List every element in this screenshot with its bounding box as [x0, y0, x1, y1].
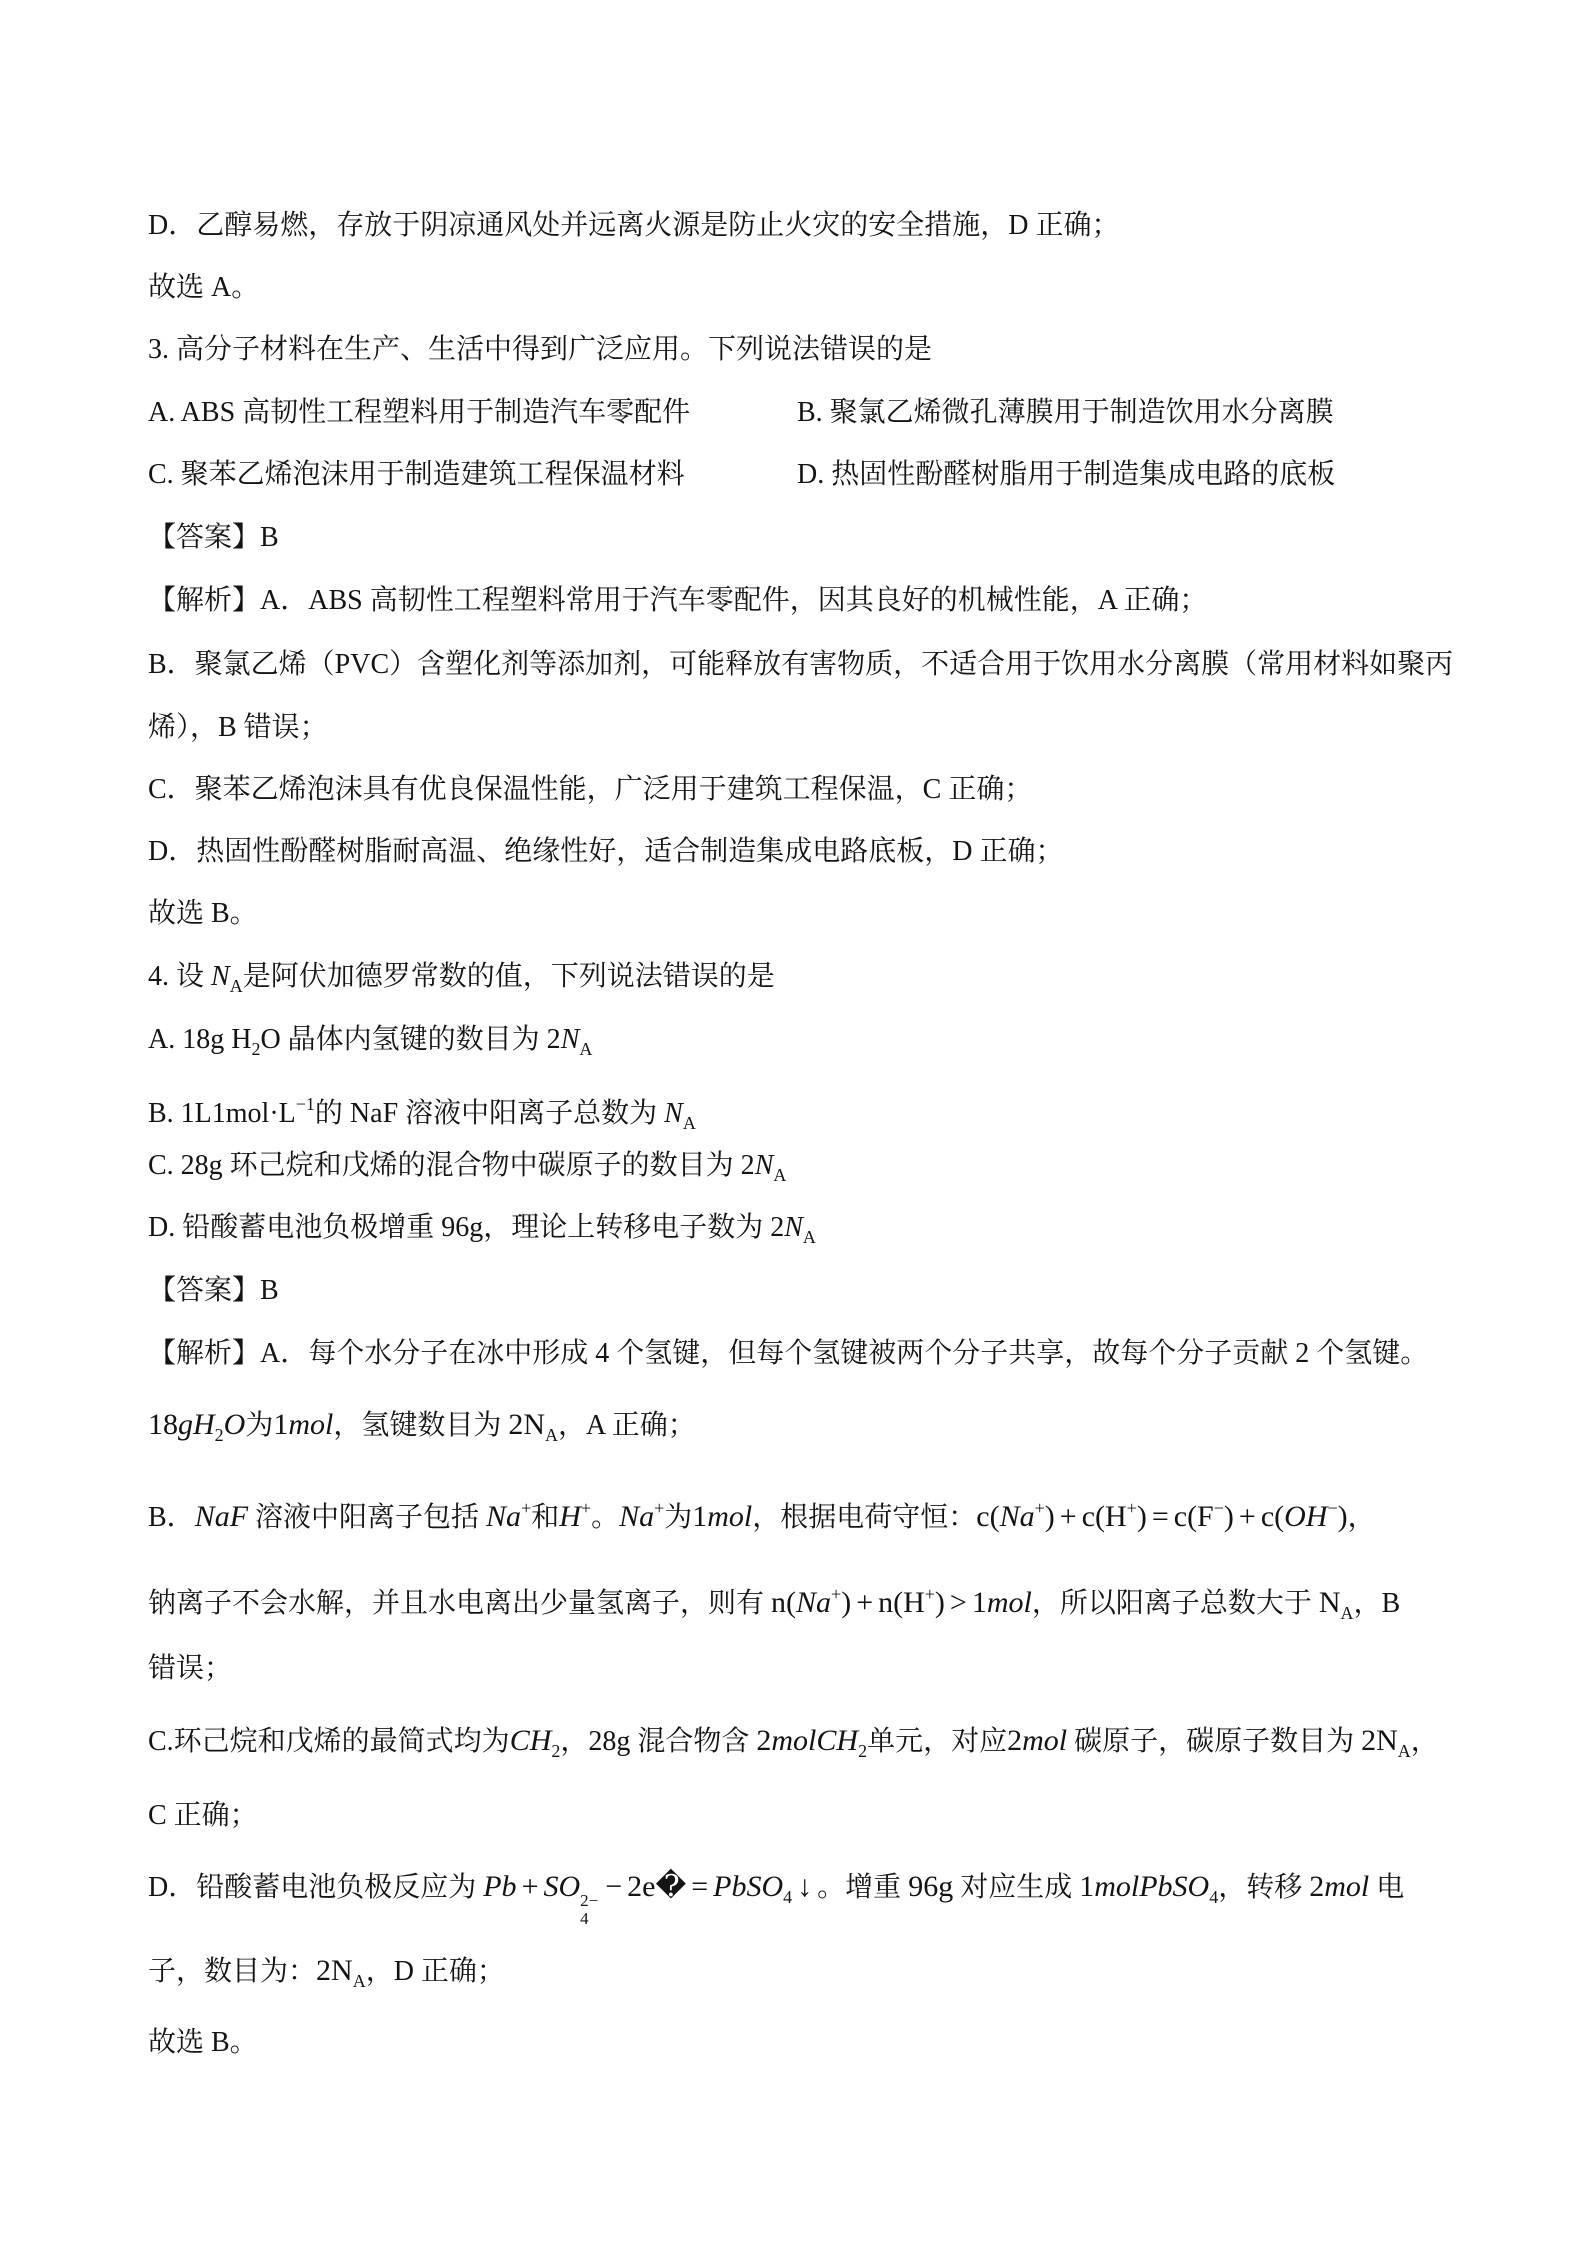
- avogadro-symbol: N: [754, 1150, 774, 1181]
- chem-formula: SO: [543, 1870, 581, 1903]
- math-number: 2: [756, 1724, 772, 1757]
- avogadro-symbol: N: [560, 1024, 580, 1055]
- subscript: A: [1397, 1741, 1411, 1761]
- text-run: 溶液中阳离子包括: [248, 1502, 487, 1533]
- avogadro-symbol: 2N: [316, 1954, 353, 1987]
- math-operator: +: [856, 1586, 874, 1619]
- math-text: ): [1044, 1500, 1055, 1533]
- text-run: B．: [148, 1502, 195, 1533]
- math-operator: +: [521, 1870, 539, 1903]
- math-operator: −: [605, 1870, 623, 1903]
- text-run: 的 NaF 溶液中阳离子总数为: [314, 1098, 665, 1129]
- math-number: 2: [1007, 1724, 1023, 1757]
- math-operator: >: [949, 1586, 967, 1619]
- chem-formula: PbSO: [713, 1870, 784, 1903]
- text-run: ，氢键数目为: [333, 1410, 509, 1441]
- unit: mol: [1324, 1870, 1370, 1903]
- subscript: A: [352, 1971, 366, 1991]
- text-run: 子，数目为：: [148, 1956, 317, 1987]
- text-run: 钠离子不会水解，并且水电离出少量氢离子，则有: [148, 1588, 772, 1619]
- chem-formula: CH: [509, 1724, 552, 1757]
- q4-option-d: [148, 1210, 816, 1246]
- text-run: 为: [664, 1502, 693, 1533]
- text-run: C. 28g 环己烷和戊烯的混合物中碳原子的数目为 2: [148, 1150, 755, 1181]
- q2-conclusion: 故选 A。: [148, 272, 260, 303]
- q3-analysis-line: C．聚苯乙烯泡沫具有优良保温性能，广泛用于建筑工程保温，C 正确；: [148, 774, 1033, 805]
- subscript: A: [773, 1165, 787, 1185]
- q2-analysis-option-d: D．乙醇易燃，存放于阴凉通风处并远离火源是防止火灾的安全措施，D 正确；: [148, 210, 1120, 241]
- math-number: 96g: [908, 1870, 954, 1903]
- text-run: ，28g 混合物含: [560, 1726, 757, 1757]
- unit: mol: [986, 1586, 1032, 1619]
- math-text: 2e�: [627, 1870, 687, 1903]
- q4-analysis-line: 错误；: [148, 1653, 233, 1684]
- text-run: C.环己烷和戊烯的最简式均为: [148, 1726, 510, 1757]
- text-run: 是阿伏加德罗常数的值，下列说法错误的是: [242, 961, 775, 992]
- q3-option-b: B. 聚氯乙烯微孔薄膜用于制造饮用水分离膜: [797, 397, 1334, 428]
- q3-analysis-line: 【解析】A．ABS 高韧性工程塑料常用于汽车零配件，因其良好的机械性能，A 正确；: [148, 585, 1208, 616]
- text-run: 电: [1369, 1872, 1405, 1903]
- q3-analysis-line: B．聚氯乙烯（PVC）含塑化剂等添加剂，可能释放有害物质，不适合用于饮用水分离膜（常用材料如聚丙: [148, 649, 1454, 680]
- subscript: 2: [214, 1425, 224, 1445]
- superscript: +: [521, 1498, 532, 1518]
- math-operator: =: [691, 1870, 709, 1903]
- text-run: B. 1L1mol·L: [148, 1098, 296, 1129]
- subscript: A: [1340, 1603, 1354, 1623]
- q4-analysis-line: [148, 1723, 1439, 1759]
- chem-formula: NaF: [194, 1500, 249, 1533]
- text-run: 单元，对应: [867, 1726, 1008, 1757]
- unit: mol: [707, 1500, 753, 1533]
- math-text: c(H: [1081, 1500, 1127, 1533]
- superscript: −: [1213, 1498, 1224, 1518]
- q4-analysis-line: [148, 1576, 1401, 1623]
- q3-answer: 【答案】B: [148, 522, 279, 553]
- q3-option-c: C. 聚苯乙烯泡沫用于制造建筑工程保温材料: [148, 459, 685, 490]
- subscript: 4: [783, 1887, 793, 1907]
- superscript: +: [1034, 1498, 1045, 1518]
- avogadro-symbol: N: [1318, 1586, 1341, 1619]
- math-text: n(: [771, 1586, 797, 1619]
- unit: mol: [288, 1408, 334, 1441]
- math-text: c(: [1260, 1500, 1285, 1533]
- text-run: D．铅酸蓄电池负极反应为: [148, 1872, 484, 1903]
- q3-stem: 3. 高分子材料在生产、生活中得到广泛应用。下列说法错误的是: [148, 334, 933, 365]
- superscript: +: [924, 1584, 935, 1604]
- q4-analysis-line: 【解析】A．每个水分子在冰中形成 4 个氢键，但每个氢键被两个分子共享，故每个分子贡献 2 个氢键。: [148, 1338, 1429, 1369]
- text-run: 碳原子，碳原子数目为: [1067, 1726, 1362, 1757]
- superscript: +: [831, 1584, 842, 1604]
- avogadro-symbol: 2N: [508, 1408, 546, 1441]
- q3-analysis-line: 烯），B 错误；: [148, 712, 328, 743]
- avogadro-symbol: 2N: [1361, 1724, 1398, 1757]
- text-run: 4. 设: [148, 961, 212, 992]
- superscript: +: [1126, 1498, 1137, 1518]
- math-number: 1: [692, 1500, 708, 1533]
- subscript: A: [229, 976, 243, 996]
- text-run: 为: [245, 1410, 274, 1441]
- math-text: n(H: [878, 1586, 925, 1619]
- subscript: A: [802, 1227, 816, 1247]
- sulfate-charge-index: [580, 1892, 598, 1928]
- text-run: ，A 正确；: [558, 1410, 696, 1441]
- math-number: 18: [148, 1408, 178, 1441]
- text-run: 。: [591, 1502, 620, 1533]
- math-operator: +: [1059, 1500, 1077, 1533]
- q4-option-c: [148, 1148, 786, 1184]
- q3-conclusion: 故选 B。: [148, 898, 258, 929]
- chem-formula: molPbSO: [1094, 1870, 1210, 1903]
- avogadro-symbol: N: [211, 961, 230, 992]
- subscript: A: [682, 1113, 696, 1133]
- subscript: 2: [858, 1741, 868, 1761]
- text-run: ，B: [1353, 1588, 1401, 1619]
- math-number: 1: [273, 1408, 289, 1441]
- chem-formula: H: [193, 1408, 215, 1441]
- text-run: ，: [1410, 1726, 1439, 1757]
- chem-formula: Na: [619, 1500, 655, 1533]
- q4-conclusion: 故选 B。: [148, 2027, 258, 2058]
- math-text: ): [1337, 1500, 1348, 1533]
- text-run: 和: [531, 1502, 560, 1533]
- superscript: −1: [295, 1094, 315, 1114]
- chem-formula: H: [559, 1500, 581, 1533]
- chem-formula: Pb: [483, 1870, 517, 1903]
- chem-formula: OH: [1284, 1500, 1328, 1533]
- math-text: ): [1136, 1500, 1147, 1533]
- q3-option-d: D. 热固性酚醛树脂用于制造集成电路的底板: [797, 459, 1336, 490]
- chem-formula: Na: [486, 1500, 522, 1533]
- q4-analysis-line: [148, 1490, 1376, 1533]
- text-run: ，: [1347, 1502, 1376, 1533]
- q4-analysis-line: [148, 1953, 505, 1989]
- q3-analysis-line: D．热固性酚醛树脂耐高温、绝缘性好，适合制造集成电路底板，D 正确；: [148, 836, 1064, 867]
- superscript: +: [580, 1498, 592, 1518]
- text-run: ，根据电荷守恒：: [752, 1502, 977, 1533]
- text-run: 。增重: [817, 1872, 909, 1903]
- text-run: O 晶体内氢键的数目为 2: [260, 1024, 561, 1055]
- math-text: c(F: [1173, 1500, 1214, 1533]
- text-run: A. 18g H: [148, 1024, 252, 1055]
- subscript: 4: [580, 1909, 589, 1928]
- math-operator: +: [1238, 1500, 1256, 1533]
- q4-answer: 【答案】B: [148, 1275, 279, 1306]
- subscript: 2: [551, 1741, 561, 1761]
- text-run: ，转移: [1218, 1872, 1310, 1903]
- q4-stem: [148, 959, 775, 995]
- math-number: 1: [1079, 1870, 1095, 1903]
- avogadro-symbol: N: [664, 1098, 683, 1129]
- math-text: ): [934, 1586, 945, 1619]
- chem-formula: Na: [796, 1586, 832, 1619]
- text-run: 对应生成: [953, 1872, 1080, 1903]
- q4-analysis-line: [148, 1869, 1405, 1928]
- subscript: 2: [251, 1039, 261, 1059]
- math-number: 1: [971, 1586, 987, 1619]
- subscript: A: [545, 1425, 559, 1445]
- text-run: ，所以阳离子总数大于: [1031, 1588, 1319, 1619]
- q4-option-a: [148, 1022, 592, 1058]
- text-run: ，D 正确；: [365, 1956, 505, 1987]
- math-text: ): [841, 1586, 852, 1619]
- q4-analysis-line: C 正确；: [148, 1800, 258, 1831]
- subscript: 4: [1209, 1887, 1219, 1907]
- precipitate-arrow: ↓: [797, 1870, 813, 1903]
- superscript: +: [654, 1498, 665, 1518]
- chem-formula: O: [223, 1408, 246, 1441]
- chem-formula: g: [178, 1408, 193, 1441]
- q3-option-a: A. ABS 高韧性工程塑料用于制造汽车零配件: [148, 397, 691, 428]
- q4-option-b: [148, 1086, 696, 1133]
- chem-formula: Na: [999, 1500, 1035, 1533]
- math-text: ): [1223, 1500, 1234, 1533]
- q4-analysis-line: [148, 1407, 696, 1443]
- avogadro-symbol: N: [784, 1212, 803, 1243]
- subscript: A: [579, 1039, 593, 1059]
- math-operator: =: [1151, 1500, 1169, 1533]
- chem-formula: molCH: [771, 1724, 859, 1757]
- math-text: c(: [976, 1500, 1000, 1533]
- superscript: 2−: [580, 1891, 599, 1910]
- text-run: D. 铅酸蓄电池负极增重 96g，理论上转移电子数为 2: [148, 1212, 785, 1243]
- math-number: 2: [1309, 1870, 1325, 1903]
- superscript: −: [1327, 1498, 1338, 1518]
- unit: mol: [1022, 1724, 1068, 1757]
